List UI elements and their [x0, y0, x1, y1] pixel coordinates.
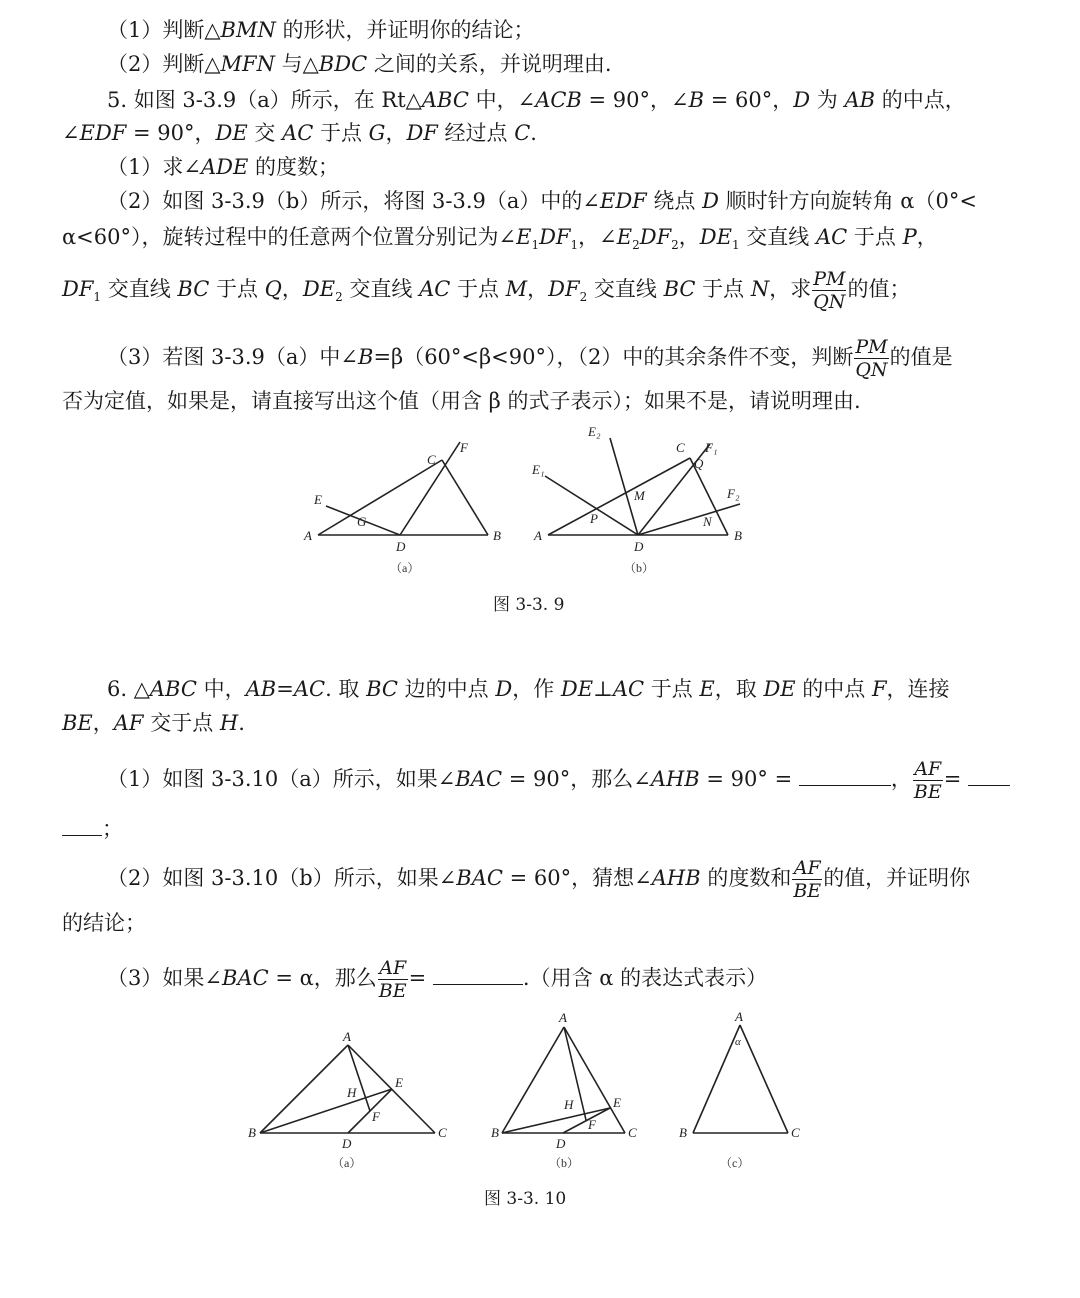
fraction-pm-qn-2: $\frac{PM}{QN}$ [855, 336, 888, 381]
fig3310b-label-f: F [588, 1117, 596, 1132]
fig3310a-label-c: C [438, 1125, 447, 1140]
fig3310a-label-b: B [248, 1125, 256, 1140]
fraction-pm-qn: $\frac{PM}{QN}$ [813, 268, 846, 313]
fig339b-label-f1: F₁ [705, 440, 718, 455]
fraction-af-be-3: $\frac{AF}{BE}$ [378, 957, 407, 1002]
fig339b-label-d: D [634, 539, 644, 554]
fraction-af-be-2: $\frac{AF}{BE}$ [793, 857, 822, 902]
fig339a-label-e: E [314, 492, 322, 507]
q5-part2-line3: $DF_1$ 交直线 BC 于点 Q，$DE_2$ 交直线 AC 于点 M，$DF_2$ 交直线 BC 于点 N，求 $\frac{PM}{QN}$ 的值； [62, 268, 911, 313]
q4-part2: （2）判断△MFN 与△BDC 之间的关系，并说明理由. [107, 52, 612, 76]
q4-part1: （1）判断△BMN 的形状，并证明你的结论； [107, 18, 535, 42]
fig3310-sub-b: （b） [549, 1156, 580, 1170]
fig339b-label-f2: F₂ [727, 486, 740, 501]
fig339b-label-q: Q [694, 456, 704, 471]
fig339a-label-f: F [460, 440, 468, 455]
fig339a-label-b: B [493, 528, 501, 543]
fig3310b-label-b: B [491, 1125, 499, 1140]
fig339b-label-c: C [676, 440, 685, 455]
q6-part3: （3）如果∠BAC = α，那么 $\frac{AF}{BE}$ = .（用含 α 的表达式表示） [107, 957, 768, 1002]
answer-blank-ratio-1[interactable] [968, 767, 1010, 786]
q5-stem-line2: ∠EDF = 90°，DE 交 AC 于点 G，DF 经过点 C. [62, 121, 537, 145]
answer-blank-ahb[interactable] [799, 767, 891, 786]
fig339-sub-b: （b） [624, 561, 655, 575]
fig339-sub-a: （a） [390, 561, 420, 575]
fig3310b-label-a: A [559, 1010, 567, 1025]
fig3310a-label-f: F [372, 1109, 380, 1124]
fig3310b-label-e: E [613, 1095, 621, 1110]
q5-part2-line2: α<60°），旋转过程中的任意两个位置分别记为$\angle E_1DF_1$，$\angle E_2DF_2$，$DE_1$ 交直线 AC 于点 P， [62, 225, 938, 252]
q5-part1: （1）求∠ADE 的度数； [107, 155, 339, 179]
answer-blank-ratio-1-cont[interactable] [62, 817, 102, 836]
answer-blank-alpha[interactable] [433, 966, 523, 985]
q5-part2-line1: （2）如图 3-3.9（b）所示，将图 3-3.9（a）中的∠EDF 绕点 D 顺时针方向旋转角 α（0°< [107, 189, 977, 213]
fig339b-label-n: N [703, 514, 712, 529]
fig3310-sub-c: （c） [720, 1156, 750, 1170]
fig339b-label-e2: E₂ [588, 424, 601, 439]
figure-3-3-10-caption: 图 3-3. 10 [484, 1189, 567, 1209]
figure-3-3-10 [240, 1005, 820, 1175]
q5-part3-line1: （3）若图 3-3.9（a）中∠B=β（60°<β<90°），（2）中的其余条件不变，判断 $\frac{PM}{QN}$ 的值是 [107, 336, 953, 381]
fig3310a-label-e: E [395, 1075, 403, 1090]
q6-part2-line2: 的结论； [62, 911, 146, 935]
q6-stem-line1: 6. △ABC 中，AB=AC. 取 BC 边的中点 D，作 DE⊥AC 于点 E，取 DE 的中点 F，连接 [107, 677, 950, 701]
fig339a-label-g: G [357, 514, 367, 529]
fraction-af-be: $\frac{AF}{BE}$ [913, 758, 942, 803]
q5-stem-line1: 5. 如图 3-3.9（a）所示，在 Rt△ABC 中，∠ACB = 90°，∠B = 60°，D 为 AB 的中点， [107, 88, 966, 112]
fig339b-label-b: B [734, 528, 742, 543]
fig339a-label-c: C [427, 452, 436, 467]
figure-3-3-9 [290, 420, 810, 580]
fig339b-label-p: P [590, 511, 598, 526]
fig339a-label-d: D [396, 539, 406, 554]
fig3310a-label-d: D [342, 1136, 352, 1151]
fig339b-label-a: A [534, 528, 542, 543]
fig339b-label-e1: E₁ [532, 462, 545, 477]
figure-3-3-9-caption: 图 3-3. 9 [493, 595, 565, 615]
fig3310c-label-alpha: α [735, 1036, 741, 1048]
q5-part3-line2: 否为定值，如果是，请直接写出这个值（用含 β 的式子表示）；如果不是，请说明理由. [62, 389, 861, 413]
q6-part1-line1: （1）如图 3-3.10（a）所示，如果∠BAC = 90°，那么∠AHB = 90° = ， $\frac{AF}{BE}$ = [107, 758, 1010, 803]
fig3310b-label-d: D [556, 1136, 566, 1151]
q6-part1-line2: ； [62, 813, 123, 845]
q6-part2-line1: （2）如图 3-3.10（b）所示，如果∠BAC = 60°，猜想∠AHB 的度数和 $\frac{AF}{BE}$ 的值，并证明你 [107, 857, 971, 902]
fig3310b-label-c: C [628, 1125, 637, 1140]
fig339b-label-m: M [634, 488, 645, 503]
fig339a-label-a: A [304, 528, 312, 543]
fig3310a-label-a: A [343, 1029, 351, 1044]
fig3310-sub-a: （a） [332, 1156, 362, 1170]
fig3310a-label-h: H [347, 1085, 357, 1100]
fig3310c-label-a: A [735, 1009, 743, 1024]
fig3310b-label-h: H [564, 1097, 574, 1112]
fig3310c-label-c: C [791, 1125, 800, 1140]
fig3310c-label-b: B [679, 1125, 687, 1140]
q6-stem-line2: BE，AF 交于点 H. [62, 711, 245, 735]
